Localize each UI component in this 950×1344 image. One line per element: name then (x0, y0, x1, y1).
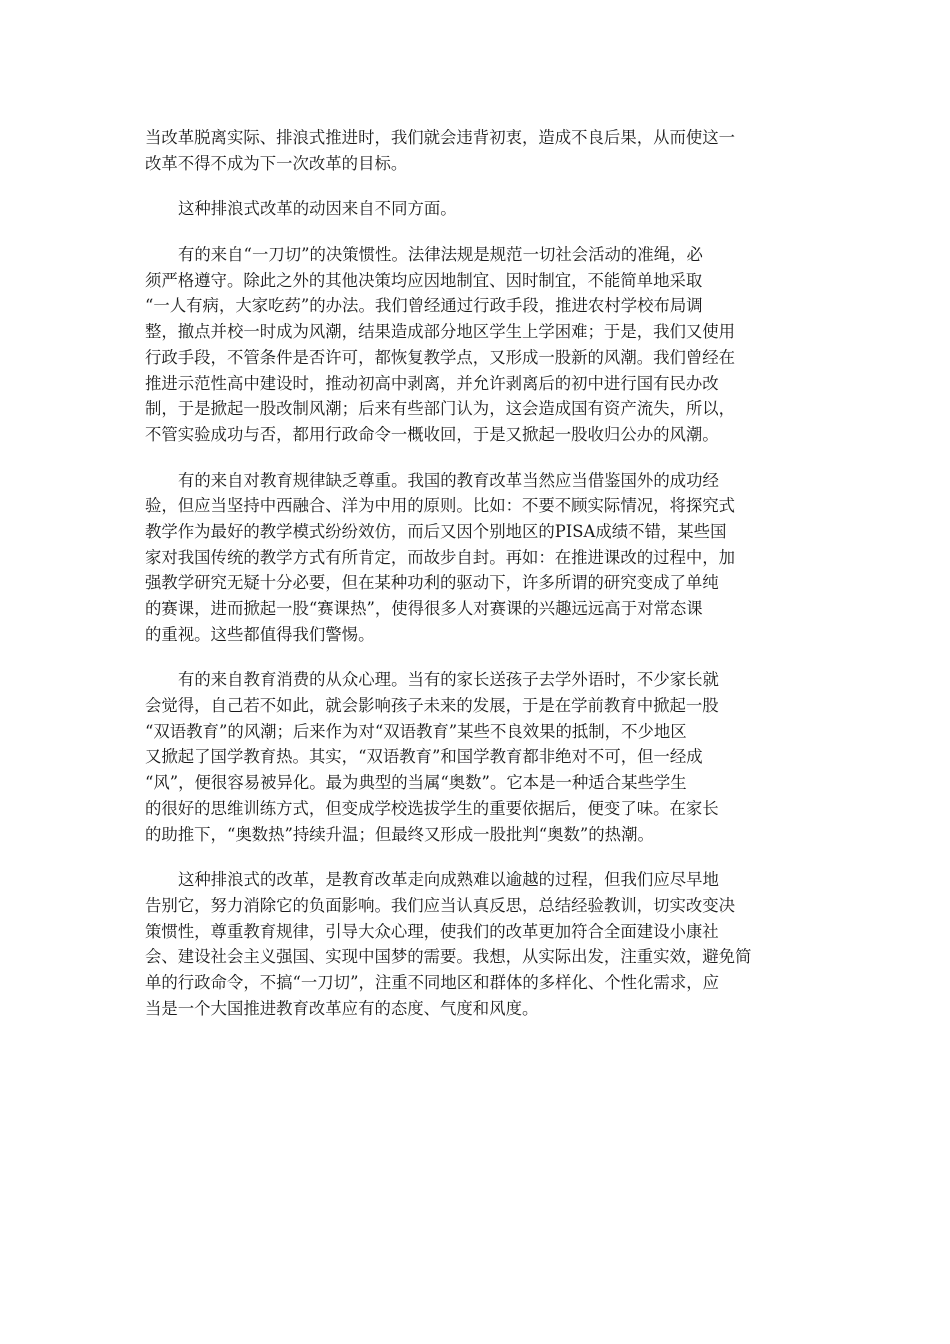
text-line: 策惯性，尊重教育规律，引导大众心理，使我们的改革更加符合全面建设小康社 (145, 921, 719, 941)
text-line: 有的来自对教育规律缺乏尊重。我国的教育改革当然应当借鉴国外的成功经 (178, 470, 719, 490)
text-line: 这种排浪式的改革，是教育改革走向成熟难以逾越的过程，但我们应尽早地 (178, 870, 719, 890)
article-body (145, 125, 810, 1041)
text-line: 的很好的思维训练方式，但变成学校选拔学生的重要依据后，便变了味。在家长 (145, 798, 719, 818)
text-line: 告别它，努力消除它的负面影响。我们应当认真反思，总结经验教训，切实改变决 (145, 895, 736, 915)
text-line: 不管实验成功与否，都用行政命令一概收回，于是又掀起一股收归公办的风潮。 (145, 424, 719, 444)
text-line: 有的来自教育消费的从众心理。当有的家长送孩子去学外语时，不少家长就 (178, 670, 719, 690)
text-line: 行政手段，不管条件是否许可，都恢复教学点，又形成一股新的风潮。我们曾经在 (145, 347, 736, 367)
text-line: 当改革脱离实际、排浪式推进时，我们就会违背初衷，造成不良后果，从而使这一 (145, 128, 736, 147)
text-line: 改革不得不成为下一次改革的目标。 (145, 153, 408, 173)
text-line: 的重视。这些都值得我们警惕。 (145, 624, 375, 644)
text-line: 须严格遵守。除此之外的其他决策均应因地制宜、因时制宜，不能简单地采取 (145, 270, 703, 290)
text-line: 的助推下，“奥数热”持续升温；但最终又形成一股批判“奥数”的热潮。 (145, 824, 654, 844)
text-line: 有的来自“一刀切”的决策惯性。法律法规是规范一切社会活动的准绳，必 (178, 245, 703, 265)
text-line: 整，撤点并校一时成为风潮，结果造成部分地区学生上学困难；于是，我们又使用 (145, 322, 736, 342)
text-line: 单的行政命令，不搞“一刀切”，注重不同地区和群体的多样化、个性化需求，应 (145, 972, 720, 992)
paragraph-4 (145, 468, 810, 648)
text-line: 强教学研究无疑十分必要，但在某种功利的驱动下，许多所谓的研究变成了单纯 (145, 573, 719, 593)
text-line: “一人有病，大家吃药”的办法。我们曾经通过行政手段，推进农村学校布局调 (145, 296, 703, 316)
paragraph-1 (145, 125, 810, 176)
text-line: “风”，便很容易被异化。最为典型的当属“奥数”。它本是一种适合某些学生 (145, 773, 687, 793)
text-line: 这种排浪式改革的动因来自不同方面。 (178, 199, 457, 219)
text-line: 推进示范性高中建设时，推动初高中剥离，并允许剥离后的初中进行国有民办改 (145, 373, 719, 393)
text-line: “双语教育”的风潮；后来作为对“双语教育”某些不良效果的抵制，不少地区 (145, 721, 687, 741)
text-line: 制，于是掀起一股改制风潮；后来有些部门认为，这会造成国有资产流失，所以， (145, 399, 736, 419)
paragraph-6 (145, 867, 810, 1021)
text-line: 会觉得，自己若不如此，就会影响孩子未来的发展，于是在学前教育中掀起一股 (145, 696, 719, 716)
text-line: 的赛课，进而掀起一股“赛课热”，使得很多人对赛课的兴趣远远高于对常态课 (145, 599, 703, 618)
text-line: 教学作为最好的教学模式纷纷效仿，而后又因个别地区的PISA成绩不错，某些国 (145, 521, 727, 541)
text-line: 会、建设社会主义强国、实现中国梦的需要。我想，从实际出发，注重实效，避免简 (145, 947, 752, 967)
text-line: 又掀起了国学教育热。其实，“双语教育”和国学教育都非绝对不可，但一经成 (145, 747, 703, 767)
paragraph-5 (145, 667, 810, 847)
text-line: 当是一个大国推进教育改革应有的态度、气度和风度。 (145, 998, 539, 1018)
text-line: 验，但应当坚持中西融合、洋为中用的原则。比如：不要不顾实际情况，将探究式 (145, 496, 736, 516)
text-line: 家对我国传统的教学方式有所肯定，而故步自封。再如：在推进课改的过程中，加 (145, 547, 736, 567)
paragraph-2 (145, 196, 810, 222)
paragraph-3 (145, 242, 810, 448)
